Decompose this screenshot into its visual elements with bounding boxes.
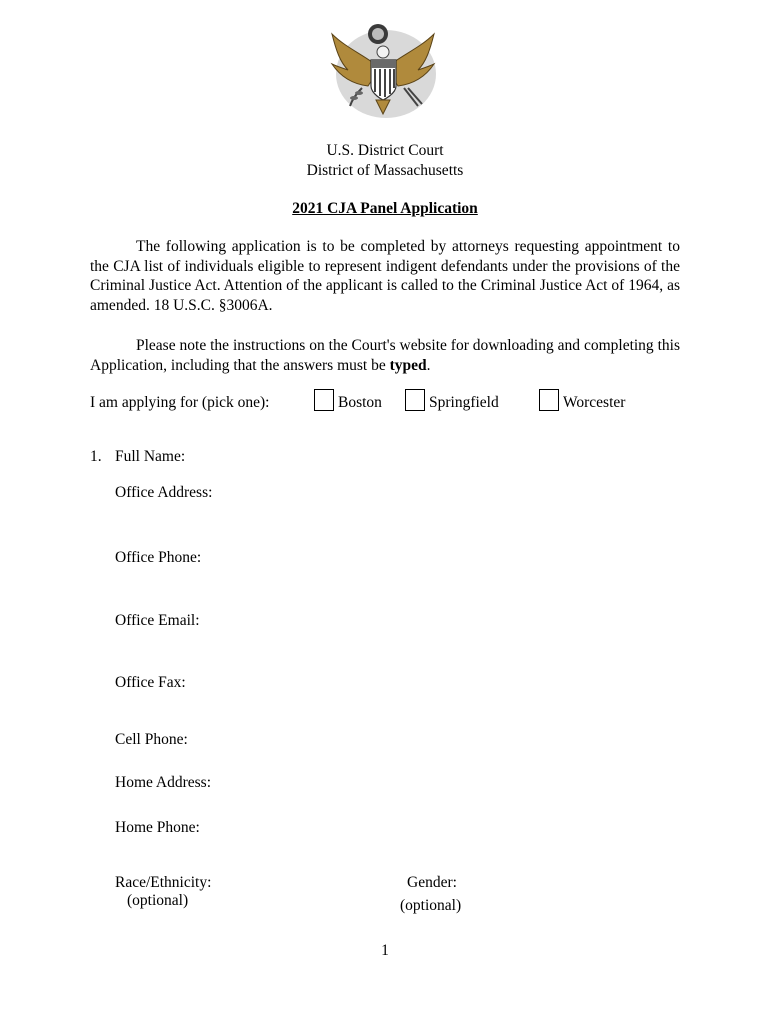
intro-paragraph: The following application is to be completed by attorneys requesting appointment to the CJA list of individuals eligible to represent indigent defendants under the provisions of the Criminal Justice Act. Attention of the applicant is called to the Criminal Justice Act of 1964, as amended. 18 U.S.C. §3006A. bbox=[90, 238, 680, 314]
typed-emphasis: typed bbox=[389, 356, 427, 374]
home-address-label: Home Address: bbox=[115, 774, 212, 791]
springfield-checkbox[interactable] bbox=[405, 389, 425, 411]
full-name-label: Full Name: bbox=[115, 448, 186, 465]
home-phone-label: Home Phone: bbox=[115, 819, 200, 836]
application-title bbox=[0, 200, 770, 218]
applying-for-label: I am applying for (pick one): bbox=[90, 394, 270, 411]
office-email-label: Office Email: bbox=[115, 612, 200, 629]
court-district: District of Massachusetts bbox=[306, 162, 464, 179]
page-number: 1 bbox=[381, 942, 389, 959]
instructions-end: . bbox=[426, 356, 431, 374]
springfield-label: Springfield bbox=[429, 394, 499, 411]
application-title-text: 2021 CJA Panel Application bbox=[292, 200, 478, 217]
cell-phone-label: Cell Phone: bbox=[115, 731, 188, 748]
boston-label: Boston bbox=[338, 394, 382, 411]
instructions-text: Please note the instructions on the Court's website for downloading and completing this Application, including that the answers must be bbox=[90, 337, 680, 374]
worcester-checkbox[interactable] bbox=[539, 389, 559, 411]
worcester-label: Worcester bbox=[563, 394, 626, 411]
office-address-label: Office Address: bbox=[115, 484, 213, 501]
race-ethnicity-label: Race/Ethnicity: bbox=[115, 874, 212, 891]
office-phone-label: Office Phone: bbox=[115, 549, 202, 566]
gender-label: Gender: bbox=[407, 874, 457, 891]
item-number: 1. bbox=[90, 448, 102, 465]
boston-checkbox[interactable] bbox=[314, 389, 334, 411]
office-fax-label: Office Fax: bbox=[115, 674, 186, 691]
race-optional-note: (optional) bbox=[127, 892, 189, 909]
court-name: U.S. District Court bbox=[326, 142, 444, 159]
gender-optional-note: (optional) bbox=[400, 897, 462, 914]
great-seal-emblem bbox=[326, 18, 440, 122]
instructions-paragraph bbox=[90, 336, 680, 375]
